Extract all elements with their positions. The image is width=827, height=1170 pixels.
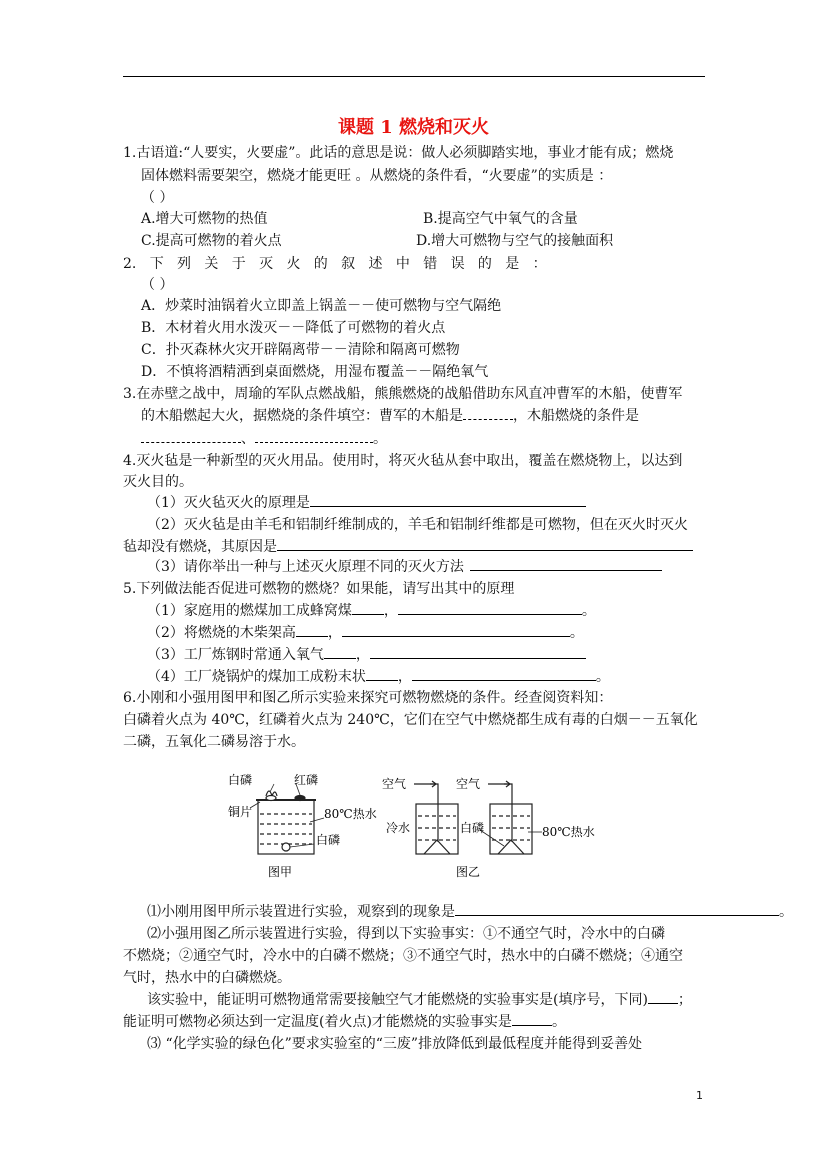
label-red-p: 红磷 <box>294 773 319 787</box>
figure-a <box>250 784 324 854</box>
q1-option-b: B.提高空气中氧气的含量 <box>423 211 578 227</box>
q2-option-b: B．木材着火用水泼灭－－降低了可燃物的着火点 <box>141 320 446 336</box>
q4-sub2b-text: 毡却没有燃烧，其原因是 <box>123 539 277 555</box>
q3-blank-2[interactable] <box>141 430 241 443</box>
q5-line1: 5.下列做法能否促进可燃物的燃烧？如果能，请写出其中的原理 <box>123 581 515 597</box>
q5-comma-4: ， <box>397 669 412 685</box>
q5-blank-1b[interactable] <box>398 602 582 615</box>
figure-b <box>414 781 542 854</box>
leader-white-p <box>270 784 274 792</box>
q5-comma-1: ， <box>383 603 398 619</box>
label-air1: 空气 <box>382 777 407 791</box>
q5-blank-2a[interactable] <box>296 624 328 637</box>
q1-paren: （ ） <box>141 190 174 206</box>
beaker-b1 <box>416 804 458 854</box>
q2-option-d: D．不慎将酒精洒到桌面燃烧，用湿布覆盖－－隔绝氧气 <box>141 364 489 380</box>
q6-sub2e-text: 能证明可燃物必须达到一定温度(着火点)才能燃烧的实验事实是 <box>123 1014 512 1030</box>
q4-sub1-text: （1）灭火毡灭火的原理是 <box>147 495 310 511</box>
label-copper: 铜片 <box>228 805 253 819</box>
page-number: 1 <box>696 1089 703 1102</box>
q5-end-1: 。 <box>581 603 596 619</box>
tube-tip-b2 <box>498 840 524 854</box>
q6-sub3: ⑶ “化学实验的绿色化”要求实验室的“三废”排放降低到最低程度并能得到妥善处 <box>147 1036 643 1052</box>
q4-blank-3[interactable] <box>470 558 662 571</box>
q3-line2-text-a: 的木船燃起大火，据燃烧的条件填空：曹军的木船是 <box>141 408 463 424</box>
arrow-icon-b1 <box>430 781 436 787</box>
page-title: 课题 1 燃烧和灭火 <box>337 117 490 138</box>
q4-sub1 <box>147 494 586 512</box>
q6-line3: 二磷，五氧化二磷易溶于水。 <box>123 734 305 750</box>
experiment-diagram <box>228 770 618 880</box>
q3-end: 。 <box>373 431 387 447</box>
q5-comma-3: ， <box>355 647 370 663</box>
q3-blank-1[interactable] <box>463 407 513 420</box>
q4-sub2b <box>123 538 693 556</box>
header-rule <box>123 76 705 77</box>
q5-sub3-text: （3）工厂炼钢时常通入氧气 <box>147 647 324 663</box>
experiment-figure <box>228 770 618 880</box>
q6-sub1 <box>147 903 793 921</box>
q4-sub2a: （2）灭火毡是由羊毛和铝制纤维制成的，羊毛和铝制纤维都是可燃物，但在灭火时灭火 <box>147 517 688 533</box>
label-air2: 空气 <box>456 777 481 791</box>
air-tube-b1 <box>414 784 438 842</box>
q4-blank-2[interactable] <box>277 538 693 551</box>
q5-blank-3b[interactable] <box>370 646 586 659</box>
q1-option-d: D.增大可燃物与空气的接触面积 <box>416 233 614 249</box>
q6-sub2a: ⑵小强用图乙所示装置进行实验，得到以下实验事实：①不通空气时，冷水中的白磷 <box>147 926 665 942</box>
q5-comma-2: ， <box>327 625 342 641</box>
q6-line1: 6.小刚和小强用图甲和图乙所示实验来探究可燃物燃烧的条件。经查阅资料知： <box>123 690 613 706</box>
label-hot-water: 80℃热水 <box>324 807 377 821</box>
q1-line1: 1.古语道:“人要实，火要虚”。此话的意思是说：做人必须脚踏实地，事业才能有成；燃烧 <box>123 145 674 161</box>
q6-sub2b: 不燃烧；②通空气时，冷水中的白磷不燃烧；③不通空气时，热水中的白磷不燃烧；④通空 <box>123 948 683 964</box>
leader-hot-water <box>310 818 324 822</box>
q6-sub2d-text: 该实验中，能证明可燃物通常需要接触空气才能燃烧的实验事实是(填序号，下同) <box>147 992 648 1008</box>
q5-sub1-text: （1）家庭用的燃煤加工成蜂窝煤 <box>147 603 352 619</box>
q6-sub2c: 气时，热水中的白磷燃烧。 <box>123 970 291 986</box>
red-phosphorus <box>295 796 305 801</box>
q3-line2 <box>141 407 639 425</box>
q3-blank-3[interactable] <box>255 430 373 443</box>
tube-tip-b1 <box>424 840 450 854</box>
q6-sub2d-end: ； <box>677 992 692 1008</box>
q5-blank-2b[interactable] <box>342 624 570 637</box>
q3-line3 <box>141 430 387 448</box>
q1-line2: 固体燃料需要架空，燃烧才能更旺 。从燃烧的条件看，“火要虚”的实质是 ： <box>141 168 613 184</box>
q5-sub2 <box>147 624 584 642</box>
q6-blank-3[interactable] <box>512 1013 552 1026</box>
label-white-p2: 白磷 <box>316 833 341 847</box>
q4-line2: 灭火目的。 <box>123 474 193 490</box>
label-white-p3: 白磷 <box>460 821 485 835</box>
q2-option-c: C．扑灭森林火灾开辟隔离带－－清除和隔离可燃物 <box>141 342 460 358</box>
white-phosphorus-underwater <box>282 843 290 851</box>
q1-option-c: C.提高可燃物的着火点 <box>141 233 282 249</box>
q5-end-4: 。 <box>595 669 610 685</box>
q6-sub2e <box>123 1013 566 1031</box>
label-cold-water: 冷水 <box>386 821 411 835</box>
q5-end-2: 。 <box>569 625 584 641</box>
q5-sub4-text: （4）工厂烧锅炉的煤加工成粉末状 <box>147 669 366 685</box>
q5-blank-4b[interactable] <box>412 668 596 681</box>
q4-sub3-text: （3）请你举出一种与上述灭火原理不同的灭火方法 <box>147 559 464 575</box>
q6-sub1-text: ⑴小刚用图甲所示装置进行实验，观察到的现象是 <box>147 904 455 920</box>
q1-option-a: A.增大可燃物的热值 <box>141 211 268 227</box>
q5-sub4 <box>147 668 610 686</box>
arrow-icon-b2 <box>504 781 510 787</box>
q6-sub2e-end: 。 <box>551 1014 566 1030</box>
q6-sub1-end: 。 <box>779 904 793 920</box>
q2-paren: （ ） <box>141 277 174 293</box>
q3-line2-text-b: ，木船燃烧的条件是 <box>513 408 639 424</box>
q4-blank-1[interactable] <box>310 494 586 507</box>
q4-sub3 <box>147 558 662 576</box>
label-hot-water2: 80℃热水 <box>542 825 595 839</box>
q5-blank-1a[interactable] <box>352 602 384 615</box>
q6-blank-1[interactable] <box>455 903 779 916</box>
white-phosphorus-on-copper <box>266 796 276 801</box>
q5-blank-3a[interactable] <box>324 646 356 659</box>
q2-option-a: A．炒菜时油锅着火立即盖上锅盖－－使可燃物与空气隔绝 <box>141 298 502 314</box>
q5-blank-4a[interactable] <box>366 668 398 681</box>
q5-sub1 <box>147 602 596 620</box>
label-white-p: 白磷 <box>228 773 253 787</box>
beaker-b2 <box>490 804 532 854</box>
q3-sep: 、 <box>241 431 255 447</box>
air-tube-b2 <box>488 784 512 842</box>
q6-sub2d <box>147 991 692 1009</box>
q6-line2: 白磷着火点为 40℃，红磷着火点为 240℃，它们在空气中燃烧都生成有毒的白烟－－五氧化 <box>123 712 698 728</box>
q5-sub3 <box>147 646 586 664</box>
q4-line1: 4.灭火毡是一种新型的灭火用品。使用时，将灭火毡从套中取出，覆盖在燃烧物上，以达到 <box>123 453 683 469</box>
q5-sub2-text: （2）将燃烧的木柴架高 <box>147 625 296 641</box>
label-figure-b: 图乙 <box>456 865 481 879</box>
q3-line1: 3.在赤壁之战中，周瑜的军队点燃战船，熊熊燃烧的战船借助东风直冲曹军的木船，使曹军 <box>123 386 683 402</box>
q6-blank-2[interactable] <box>648 991 678 1004</box>
q2-line1: 2. 下 列 关 于 灭 火 的 叙 述 中 错 误 的 是 ： <box>123 256 547 272</box>
label-figure-a: 图甲 <box>268 865 293 879</box>
